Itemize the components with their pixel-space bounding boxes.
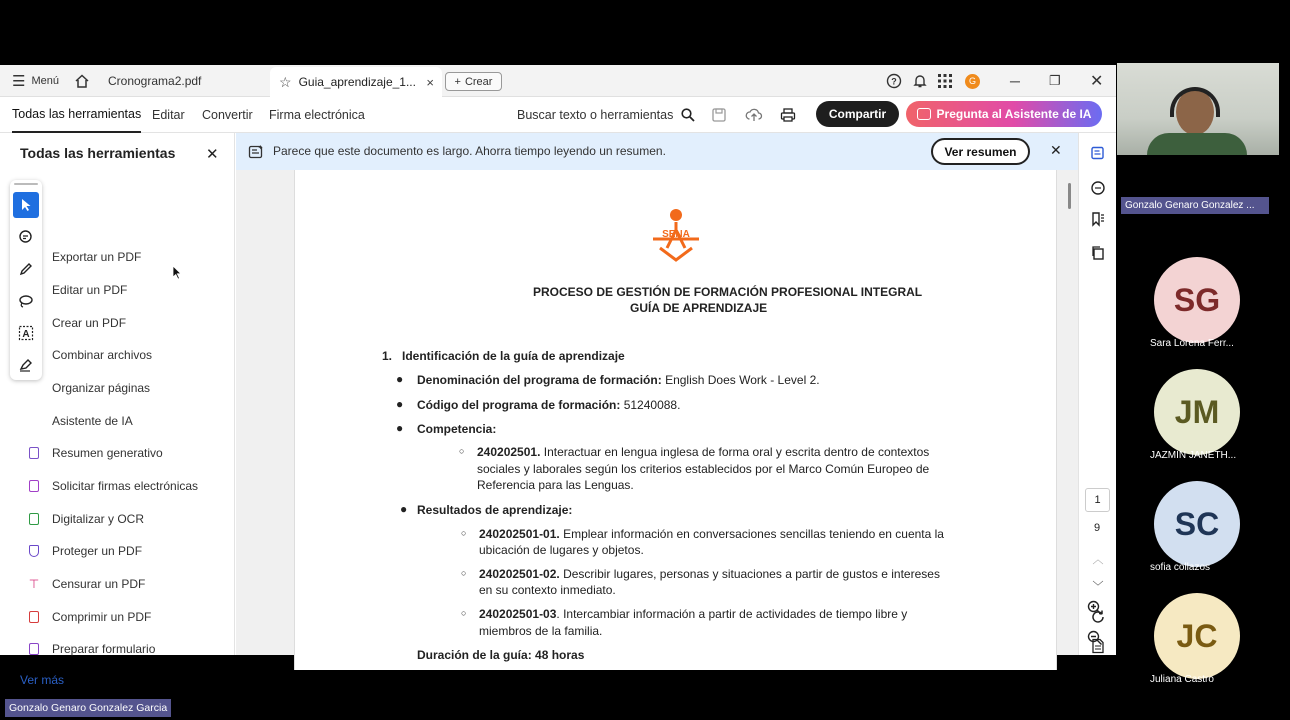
- printer-icon: [780, 107, 796, 123]
- cursor-icon: [20, 198, 32, 212]
- close-window-button[interactable]: [1090, 65, 1103, 97]
- ai-summary-rail-button[interactable]: [1088, 143, 1108, 163]
- cloud-upload-icon: [745, 107, 763, 123]
- tab-all-tools-label: Todas las herramientas: [12, 107, 142, 121]
- apps-grid-icon: [938, 74, 952, 88]
- upload-button[interactable]: [745, 97, 763, 133]
- sena-logo: [647, 208, 705, 264]
- tool-label: Editar un PDF: [52, 283, 128, 297]
- share-label: Compartir: [828, 107, 887, 121]
- scrollbar-thumb[interactable]: [1068, 183, 1071, 209]
- competence-code: 240202501.: [477, 445, 541, 459]
- doc-section-heading: 1. Identificación de la guía de aprendizaje: [382, 349, 625, 363]
- circle-bullet-icon: ○: [459, 446, 465, 456]
- pages-rail-button[interactable]: [1088, 243, 1108, 263]
- sign-tool-button[interactable]: [13, 352, 39, 378]
- current-page: 1: [1094, 494, 1101, 506]
- presenter-video[interactable]: [1117, 63, 1279, 155]
- close-tab-icon[interactable]: ×: [426, 74, 434, 90]
- tool-label: Organizar páginas: [52, 381, 151, 395]
- competence-label: Competencia:: [417, 422, 497, 436]
- select-tool-button[interactable]: [13, 192, 39, 218]
- tab-convert-label: Convertir: [202, 108, 253, 122]
- presenter-body: [1147, 133, 1247, 155]
- doc-title-line1: PROCESO DE GESTIÓN DE FORMACIÓN PROFESIONAL INTEGRAL: [533, 285, 923, 299]
- result1-text2: ubicación de lugares y objetos.: [479, 543, 644, 557]
- comment-icon: [18, 229, 34, 245]
- participant-initials: SC: [1174, 505, 1220, 542]
- bullet-icon: ●: [396, 421, 404, 435]
- participant-name: Juliana Castro: [1150, 674, 1214, 685]
- bullet-icon: ●: [396, 372, 404, 386]
- result3-text1: . Intercambiar información a partir de actividades de tiempo libre y: [556, 607, 908, 621]
- tool-label: Digitalizar y OCR: [52, 512, 145, 526]
- bookmark-icon: [1090, 211, 1106, 227]
- bullet-icon: ●: [400, 502, 408, 516]
- search-tools[interactable]: [517, 97, 695, 133]
- summary-icon: [29, 447, 39, 459]
- pen-icon: [18, 261, 34, 277]
- circle-bullet-icon: ○: [461, 528, 467, 538]
- result3-code: 240202501-03: [479, 607, 557, 621]
- account-avatar[interactable]: [965, 65, 980, 97]
- text-tool-button[interactable]: [13, 320, 39, 346]
- tab-bar: [0, 65, 1116, 97]
- result1-text1: Emplear información en conversaciones sencillas teniendo en cuenta la: [563, 527, 944, 541]
- form-icon: [29, 643, 39, 655]
- next-page-button[interactable]: [1088, 576, 1108, 596]
- participant-name: Sara Lorena Ferr...: [1150, 338, 1234, 349]
- home-button[interactable]: [74, 65, 90, 97]
- close-banner-icon[interactable]: ✕: [1050, 142, 1062, 158]
- create-button[interactable]: [445, 72, 502, 91]
- code-value: 51240088.: [623, 398, 681, 412]
- tab-edit[interactable]: [152, 97, 185, 133]
- doc-title-line2: GUÍA DE APRENDIZAJE: [630, 301, 768, 315]
- strip-handle: [14, 183, 38, 185]
- maximize-button[interactable]: [1049, 65, 1061, 97]
- svg-text:A: A: [22, 329, 30, 340]
- tab-all-tools[interactable]: [12, 97, 141, 133]
- result2-line1: [479, 566, 940, 583]
- highlight-tool-button[interactable]: [13, 256, 39, 282]
- tool-label: Asistente de IA: [52, 414, 133, 428]
- competence-text1: Interactuar en lengua inglesa de forma oral y escrita dentro de contextos: [543, 445, 930, 459]
- zoom-in-button[interactable]: [1087, 600, 1107, 620]
- compress-icon: [29, 611, 39, 623]
- tool-label: Combinar archivos: [52, 348, 153, 362]
- presenter-name-tag: [1121, 197, 1269, 214]
- help-icon: [886, 73, 902, 89]
- tools-panel-title: Todas las herramientas: [20, 145, 176, 161]
- tab-guia[interactable]: [270, 67, 442, 97]
- search-icon: [681, 108, 695, 122]
- share-button[interactable]: [816, 101, 899, 127]
- tab-guia-label: Guia_aprendizaje_1...: [298, 75, 416, 89]
- screen-share-name-tag: [5, 699, 171, 717]
- home-icon: [74, 73, 90, 89]
- sena-logo-text: SENA: [662, 229, 690, 240]
- participant-initials: JM: [1174, 393, 1220, 430]
- help-button[interactable]: [886, 65, 902, 97]
- sign-pen-icon: [18, 357, 34, 373]
- minimize-button[interactable]: [1010, 65, 1020, 97]
- ai-assistant-button[interactable]: [906, 101, 1102, 127]
- mouse-cursor-icon: [172, 265, 182, 280]
- prev-page-button[interactable]: [1088, 549, 1108, 569]
- view-summary-label: Ver resumen: [944, 144, 1017, 159]
- tab-esign-label: Firma electrónica: [269, 108, 365, 122]
- chevron-up-icon: ︿: [1092, 554, 1104, 566]
- tools-panel: [0, 133, 235, 687]
- maximize-icon: ❐: [1049, 73, 1061, 88]
- participant-name: JAZMIN JANETH...: [1150, 450, 1237, 461]
- menu-label: Menú: [31, 75, 59, 87]
- view-summary-button[interactable]: [931, 138, 1030, 165]
- code-label: Código del programa de formación:: [417, 398, 621, 412]
- menu-button[interactable]: [12, 65, 59, 97]
- draw-tool-button[interactable]: [13, 288, 39, 314]
- ai-page-icon: [1090, 145, 1106, 161]
- ai-assistant-icon: [917, 108, 931, 120]
- result1-line1: [479, 526, 944, 543]
- banner-text: Parece que este documento es largo. Ahorra tiempo leyendo un resumen.: [273, 144, 666, 158]
- competence-text2: sociales y laborales según los criterios establecidos por el Marco Común Europeo de: [477, 462, 930, 476]
- quick-tools-strip: [10, 180, 42, 380]
- participant-name: sofia collazos: [1150, 562, 1211, 573]
- comments-rail-button[interactable]: [1088, 178, 1108, 198]
- scan-icon: [29, 513, 39, 525]
- participant-initials: JC: [1176, 617, 1218, 654]
- participant-initials: SG: [1173, 281, 1221, 318]
- close-window-icon: ✕: [1090, 73, 1104, 90]
- lasso-icon: [18, 293, 34, 309]
- chevron-down-icon: ﹀: [1092, 581, 1104, 593]
- comment-tool-button[interactable]: [13, 224, 39, 250]
- program-label: Denominación del programa de formación:: [417, 373, 662, 387]
- tab-convert[interactable]: [202, 97, 253, 133]
- competence-line1: [477, 444, 929, 461]
- signature-request-icon: [29, 480, 39, 492]
- acrobat-window: [0, 65, 1116, 687]
- apps-button[interactable]: [938, 65, 952, 97]
- circle-bullet-icon: ○: [461, 608, 467, 618]
- avatar-initial: G: [965, 74, 980, 89]
- participant-avatar[interactable]: [1154, 257, 1240, 343]
- ai-summary-icon: [248, 144, 264, 160]
- bookmarks-rail-button[interactable]: [1088, 209, 1108, 229]
- plus-icon: +: [454, 75, 461, 88]
- zoom-out-icon: [1087, 630, 1103, 646]
- doc-program-line: [417, 372, 820, 389]
- sharer-name: Gonzalo Genaro Gonzalez Garcia: [9, 702, 168, 714]
- tool-label: Crear un PDF: [52, 316, 127, 330]
- main-toolbar: [0, 97, 1116, 133]
- presenter-headset: [1170, 87, 1220, 117]
- results-label: Resultados de aprendizaje:: [417, 503, 573, 517]
- star-icon[interactable]: ☆: [279, 73, 292, 90]
- bell-icon: [912, 73, 928, 89]
- zoom-out-button[interactable]: [1087, 630, 1107, 650]
- create-label: Crear: [464, 75, 493, 88]
- tab-cronograma-label: Cronograma2.pdf: [108, 74, 202, 88]
- print-button[interactable]: [780, 97, 796, 133]
- total-pages: 9: [1094, 522, 1101, 534]
- result3-line1: [479, 606, 907, 623]
- duration-line-cut: Duración de la guía: 48 horas: [417, 648, 585, 662]
- tool-label: Proteger un PDF: [52, 544, 143, 558]
- tool-label: Preparar formulario: [52, 642, 156, 656]
- participant-avatar[interactable]: [1154, 369, 1240, 455]
- zoom-in-icon: [1087, 600, 1103, 616]
- page-number-input[interactable]: [1085, 488, 1110, 512]
- program-value: English Does Work - Level 2.: [665, 373, 820, 387]
- result2-text1: Describir lugares, personas y situaciones a partir de gustos e intereses: [563, 567, 940, 581]
- copy-pages-icon: [1090, 245, 1106, 261]
- tab-esign[interactable]: [269, 97, 365, 133]
- text-box-icon: [18, 325, 34, 341]
- see-more-link[interactable]: Ver más: [20, 673, 65, 687]
- bullet-icon: ●: [396, 397, 404, 411]
- circle-bullet-icon: ○: [461, 568, 467, 578]
- tool-label: Solicitar firmas electrónicas: [52, 479, 199, 493]
- notifications-button[interactable]: [912, 65, 928, 97]
- tool-label: Censurar un PDF: [52, 577, 146, 591]
- shield-icon: [29, 545, 39, 557]
- minimize-icon: ─: [1010, 73, 1020, 89]
- presenter-name: Gonzalo Genaro Gonzalez ...: [1125, 200, 1255, 211]
- result2-text2: en su contexto inmediato.: [479, 583, 616, 597]
- redact-icon: ⊤: [28, 577, 40, 591]
- comment-icon: [1090, 180, 1106, 196]
- search-tools-label: Buscar texto o herramientas: [517, 108, 674, 122]
- doc-code-line: [417, 397, 680, 414]
- close-panel-icon[interactable]: ✕: [206, 146, 219, 163]
- tool-label: Comprimir un PDF: [52, 610, 152, 624]
- participant-avatar[interactable]: [1154, 593, 1240, 679]
- competence-text3: Referencia para las Lenguas.: [477, 478, 634, 492]
- right-rail: [1078, 133, 1116, 655]
- tab-edit-label: Editar: [152, 108, 185, 122]
- hamburger-icon: ☰: [12, 73, 26, 90]
- tool-label: Resumen generativo: [52, 446, 163, 460]
- ai-assistant-label: Pregunta al Asistente de IA: [936, 107, 1092, 121]
- result1-code: 240202501-01.: [479, 527, 560, 541]
- save-button[interactable]: [711, 97, 727, 133]
- tab-cronograma[interactable]: [108, 65, 201, 97]
- result2-code: 240202501-02.: [479, 567, 560, 581]
- tool-label: Exportar un PDF: [52, 250, 142, 264]
- participant-avatar[interactable]: [1154, 481, 1240, 567]
- svg-text:?: ?: [891, 76, 897, 87]
- save-icon: [711, 107, 727, 123]
- result3-text2: miembros de la familia.: [479, 624, 603, 638]
- pdf-page: [294, 170, 1057, 670]
